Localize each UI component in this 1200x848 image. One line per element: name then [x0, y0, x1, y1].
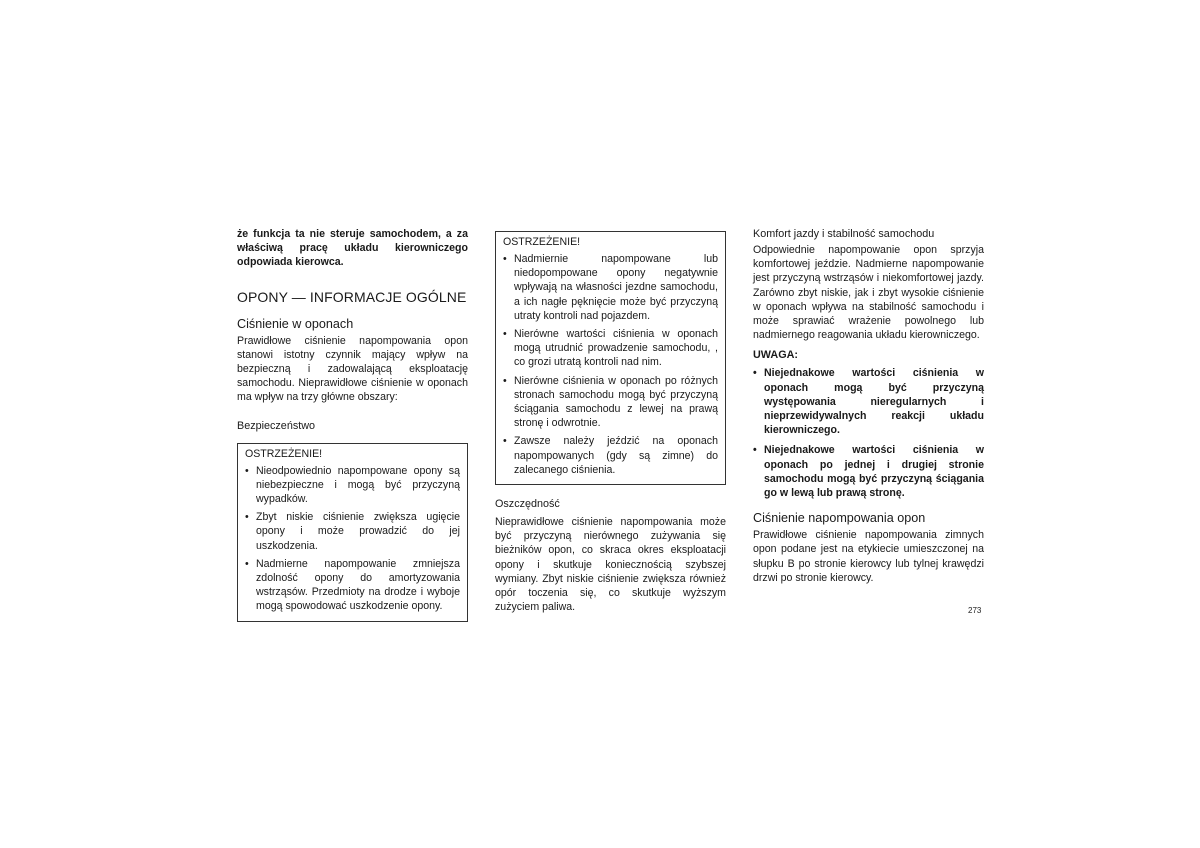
list-item: [503, 327, 718, 370]
list-item: [245, 557, 460, 614]
pressure-paragraph: Prawidłowe ciśnienie napompowania opon stanowi istotny czynnik mający wpływ na bezpieczną i zadowalającą eksploatację samochodu. Nieprawidłowe ciśnienie w oponach ma wpływ na trzy główne obszary:: [237, 334, 468, 404]
column-left: [237, 227, 468, 622]
list-item-text: Niejednakowe wartości ciśnienia w oponach mogą być przyczyną występowania nieregularnych i nieprzewidywalnych reakcji układu kierowniczego.: [764, 367, 984, 437]
list-item: [753, 443, 984, 500]
warning-title: OSTRZEŻENIE!: [245, 447, 323, 460]
economy-heading: Oszczędność: [495, 498, 560, 511]
section-title: OPONY — INFORMACJE OGÓLNE: [237, 288, 467, 305]
list-item-text: Zbyt niskie ciśnienie zwiększa ugięcie opony i może prowadzić do jej uszkodzenia.: [256, 511, 460, 552]
list-item-text: Zawsze należy jeździć na oponach napompowanych (gdy są zimne) do zalecanego ciśnienia.: [514, 435, 718, 476]
list-item: [503, 252, 718, 323]
intro-paragraph: że funkcja ta nie steruje samochodem, a za właściwą pracę układu kierowniczego odpowiada kierowca.: [237, 228, 468, 269]
list-item: [245, 510, 460, 553]
bullet-icon: •: [503, 328, 507, 341]
list-item-text: Niejednakowe wartości ciśnienia w oponach po jednej i drugiej stronie samochodu mogą być przyczyną ściągania go w lewą lub prawą stronę.: [764, 444, 984, 500]
list-item-text: Nieodpowiednio napompowane opony są niebezpieczne i mogą być przyczyną wypadków.: [256, 464, 460, 506]
list-item: [503, 374, 718, 431]
inflation-title: Ciśnienie napompowania opon: [753, 511, 926, 526]
list-item-text: Nadmiernie napompowane lub niedopompowane opony negatywnie wpływają na własności jezdne samochodu, a ich nagłe pęknięcie może być przyczyną utraty kontroli nad pojazdem.: [514, 253, 718, 322]
note-title: UWAGA:: [753, 349, 798, 362]
list-item-text: Nierówne ciśnienia w oponach po różnych stronach samochodu mogą być przyczyną ściągania samochodu z lewej na prawą stronę i odwrotnie.: [514, 374, 718, 430]
inflation-paragraph: Prawidłowe ciśnienie napompowania zimnych opon podane jest na etykiecie umieszczonej na słupku B po stronie kierowcy lub tylnej krawędzi drzwi po stronie kierowcy.: [753, 529, 984, 584]
column-right: [753, 227, 984, 585]
list-item: [753, 366, 984, 437]
warning-title: OSTRZEŻENIE!: [503, 236, 581, 248]
bullet-icon: •: [503, 435, 507, 448]
bullet-icon: •: [503, 253, 507, 265]
economy-paragraph: Nieprawidłowe ciśnienie napompowania może być przyczyną nierównego zużywania się bieżników opon, co skraca okres eksploatacji opony i skutkuje koniecznością szybszej wymiany. Zbyt niskie ciśnienie zwiększa również opór toczenia się, co skutkuje wyższym zużyciem paliwa.: [495, 516, 726, 614]
bullet-icon: •: [245, 557, 249, 570]
subsection-title-pressure: Ciśnienie w oponach: [237, 316, 354, 331]
warning-list: [245, 464, 460, 614]
comfort-paragraph: Odpowiednie napompowanie opon sprzyja komfortowej jeździe. Nadmierne napompowanie jest przyczyną wstrząsów i niekomfortowej jazdy. Zarówno zbyt niskie, jak i zbyt wysokie ciśnienie w oponach wpływa na stabilność samochodu i może sprawiać wrażenie powolnego lub nadmiernego reagowania układu kierowniczego.: [753, 244, 984, 342]
page-number: 273: [968, 606, 982, 615]
safety-heading: Bezpieczeństwo: [237, 419, 316, 432]
warning-box-safety: [237, 443, 468, 622]
column-middle: [495, 227, 726, 614]
bullet-icon: •: [245, 511, 249, 524]
warning-box-handling: [495, 231, 726, 485]
comfort-heading: Komfort jazdy i stabilność samochodu: [753, 228, 935, 240]
list-item: [503, 434, 718, 477]
bullet-icon: •: [503, 374, 507, 387]
note-list: [753, 366, 984, 500]
list-item: [245, 464, 460, 507]
bullet-icon: •: [753, 367, 757, 380]
bullet-icon: •: [753, 444, 757, 457]
warning-list: [503, 252, 718, 477]
list-item-text: Nadmierne napompowanie zmniejsza zdolność opony do amortyzowania wstrząsów. Przedmioty na drodze i wyboje mogą spowodować uszkodzenie opony.: [256, 557, 460, 613]
bullet-icon: •: [245, 464, 249, 477]
list-item-text: Nierówne wartości ciśnienia w oponach mogą utrudnić prowadzenie samochodu, , co grozi utratą kontroli nad nim.: [514, 328, 718, 369]
